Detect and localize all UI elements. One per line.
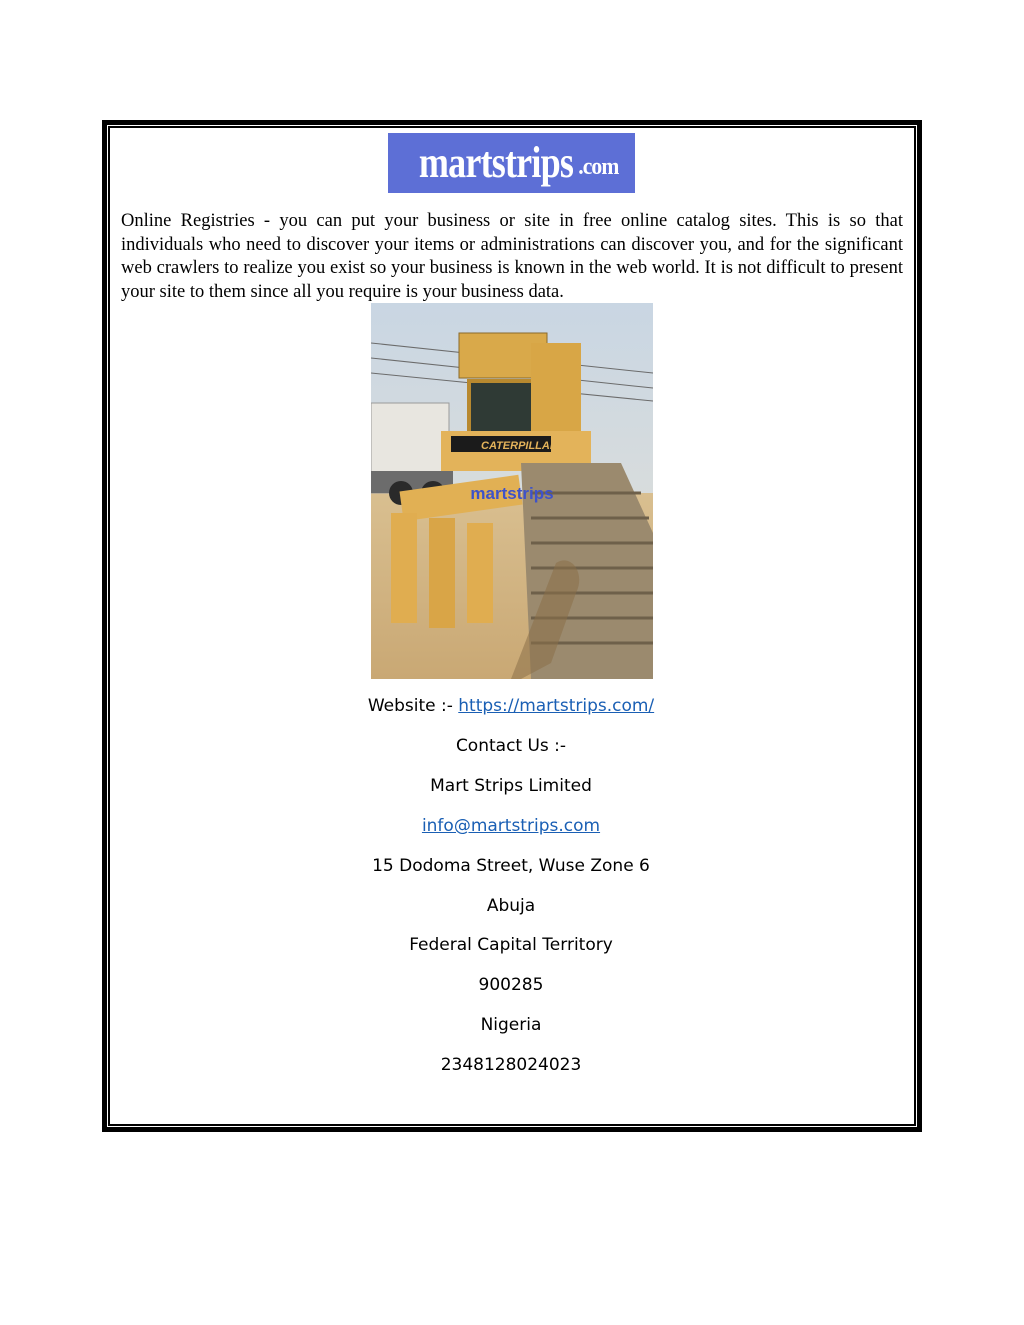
- contact-heading: Contact Us :-: [455, 736, 567, 756]
- email-link[interactable]: info@martstrips.com: [421, 816, 601, 836]
- website-line: [311, 696, 711, 716]
- email-line: [311, 816, 711, 836]
- phone-number: 2348128024023: [440, 1055, 582, 1075]
- street-address: 15 Dodoma Street, Wuse Zone 6: [372, 856, 650, 876]
- city: Abuja: [486, 896, 536, 916]
- logo-main-text: martstrips: [419, 138, 574, 187]
- bulldozer-photo: [371, 303, 653, 679]
- website-link[interactable]: https://martstrips.com/: [458, 696, 655, 716]
- website-label: Website :-: [367, 696, 459, 716]
- machine-brand-text: CATERPILLAR: [481, 440, 558, 452]
- region: Federal Capital Territory: [409, 935, 613, 955]
- company-name: Mart Strips Limited: [430, 776, 592, 796]
- logo-suffix-text: .com: [578, 154, 619, 180]
- martstrips-logo: [388, 133, 635, 193]
- photo-watermark: martstrips: [470, 484, 554, 503]
- country: Nigeria: [480, 1015, 542, 1035]
- postal-code: 900285: [478, 975, 544, 995]
- intro-paragraph: Online Registries - you can put your business or site in free online catalog sites. This is so that individuals who need to discover your items or administrations can discover you, and for the significant web crawlers to realize you exist so your business is known in the web world. It is not difficult to present your site to them since all you require is your business data.: [121, 211, 903, 302]
